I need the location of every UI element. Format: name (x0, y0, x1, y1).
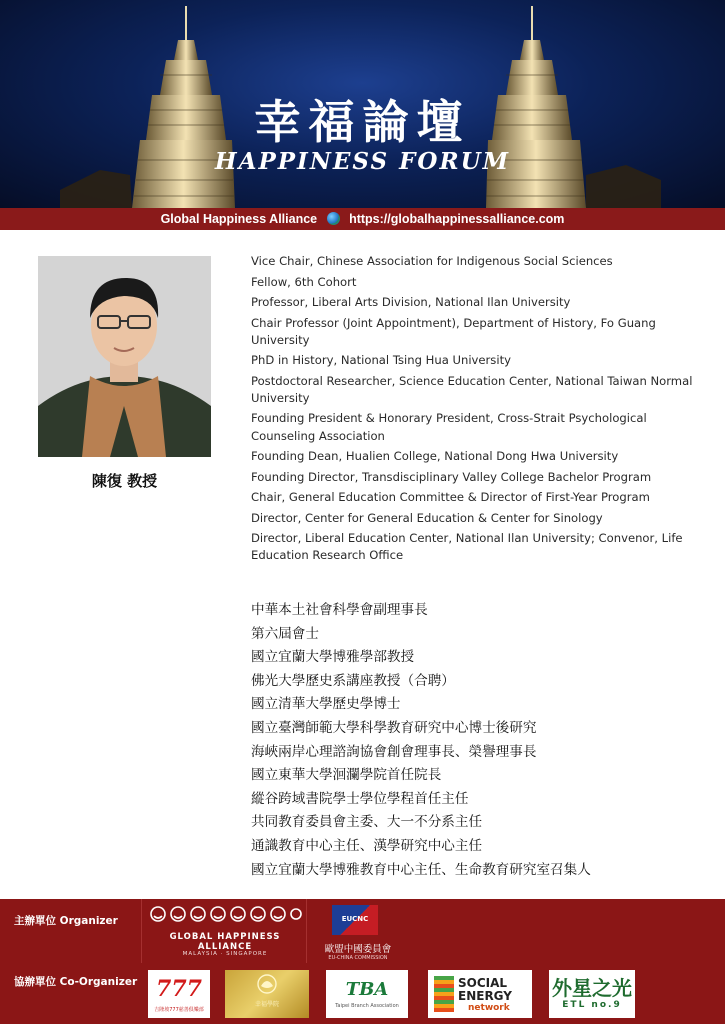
role-en: Postdoctoral Researcher, Science Education Center, National Taiwan Normal University (251, 373, 693, 405)
role-zh: 中華本土社會科學會副理事長 (251, 602, 428, 618)
role-en: Vice Chair, Chinese Association for Indigenous Social Sciences (251, 254, 613, 268)
speaker-photo (38, 256, 211, 457)
header-banner (0, 0, 725, 208)
role-zh: 共同教育委員會主委、大一不分系主任 (251, 814, 483, 831)
role-en: Chair Professor (Joint Appointment), Department of History, Fo Guang University (251, 315, 656, 347)
eucnc-name-en: EU-CHINA COMMISSION (328, 955, 388, 961)
eucnc-name-zh: 歐盟中國委員會 (324, 944, 392, 955)
organizer-label: 主辦單位 Organizer (14, 915, 118, 927)
lotus-icon (225, 970, 309, 998)
role-zh: 國立東華大學洄瀾學院首任院長 (251, 767, 442, 784)
roles-english-list (251, 253, 711, 568)
sen-line-3: network (468, 1003, 510, 1013)
club-777-subtitle: 吉隆坡777慈善俱樂部 (154, 1007, 204, 1013)
club-777-logo[interactable] (148, 970, 210, 1018)
sen-line-2: ENERGY (458, 989, 512, 1003)
etl-subtitle: ETL no.9 (562, 1000, 622, 1010)
gold-institute-logo[interactable] (225, 970, 309, 1018)
role-en: Founding Dean, Hualien College, National Dong Hwa University (251, 449, 619, 464)
role-en: Professor, Liberal Arts Division, National Ilan University (251, 295, 571, 309)
happy-faces-icon (148, 904, 302, 928)
social-energy-mark-icon (434, 976, 454, 1012)
role-zh: 國立清華大學歷史學博士 (251, 696, 401, 713)
alliance-url[interactable]: https://globalhappinessalliance.com (349, 212, 565, 226)
role-en: Founding President & Honorary President, Cross-Strait Psychological Counseling Association (251, 411, 647, 443)
role-en: Founding Director, Transdisciplinary Valley College Bachelor Program (251, 469, 652, 484)
role-zh: 縱谷跨域書院學士學位學程首任主任 (251, 790, 469, 807)
role-en: Director, Liberal Education Center, National Ilan University; Convenor, Life Education Research Office (251, 531, 683, 563)
role-zh: 第六屆會士 (251, 625, 319, 642)
globe-icon (327, 212, 340, 225)
gha-name: GLOBAL HAPPINESS ALLIANCE (169, 932, 281, 952)
role-en: Fellow, 6th Cohort (251, 274, 357, 289)
tba-logo[interactable] (326, 970, 408, 1018)
gha-subtitle: MALAYSIA · SINGAPORE (182, 951, 268, 957)
co-organizer-label: 協辦單位 Co-Organizer (14, 976, 138, 988)
role-zh: 通識教育中心主任、漢學研究中心主任 (251, 837, 483, 854)
role-zh: 國立宜蘭大學博雅教育中心主任、生命教育研究室召集人 (251, 861, 591, 878)
forum-title-english: HAPPINESS FORUM (214, 148, 511, 175)
etl-logo[interactable] (549, 970, 635, 1018)
eucnc-logo[interactable] (318, 905, 398, 961)
role-en: Chair, General Education Committee & Director of First-Year Program (251, 490, 650, 505)
speaker-name: 陳復 教授 (91, 472, 158, 490)
gha-logo[interactable] (141, 899, 307, 963)
speaker-portrait (38, 256, 211, 457)
eucnc-badge-text: EUCNC (341, 915, 369, 923)
role-zh: 佛光大學歷史系講座教授（合聘） (251, 672, 455, 689)
tba-mark: TBA (345, 979, 389, 1000)
sen-line-1: SOCIAL (458, 976, 508, 990)
etl-mark: 外星之光 (552, 976, 632, 1000)
tba-subtitle: Taipei Branch Association (335, 1003, 399, 1009)
forum-title-chinese: 幸福論壇 (254, 95, 471, 149)
roles-chinese-list (251, 599, 691, 882)
role-en: PhD in History, National Tsing Hua University (251, 353, 511, 368)
club-777-mark: 777 (156, 976, 202, 1002)
social-energy-network-logo[interactable] (428, 970, 532, 1018)
alliance-bar (0, 208, 725, 230)
role-zh: 國立宜蘭大學博雅學部教授 (251, 649, 415, 666)
role-zh: 海峽兩岸心理諮詢協會創會理事長、榮譽理事長 (251, 743, 537, 760)
role-zh: 國立臺灣師範大學科學教育研究中心博士後研究 (251, 719, 537, 736)
alliance-name: Global Happiness Alliance (160, 212, 318, 226)
role-en: Director, Center for General Education & Center for Sinology (251, 510, 603, 525)
gold-institute-name: 幸福學院 (254, 1001, 279, 1008)
